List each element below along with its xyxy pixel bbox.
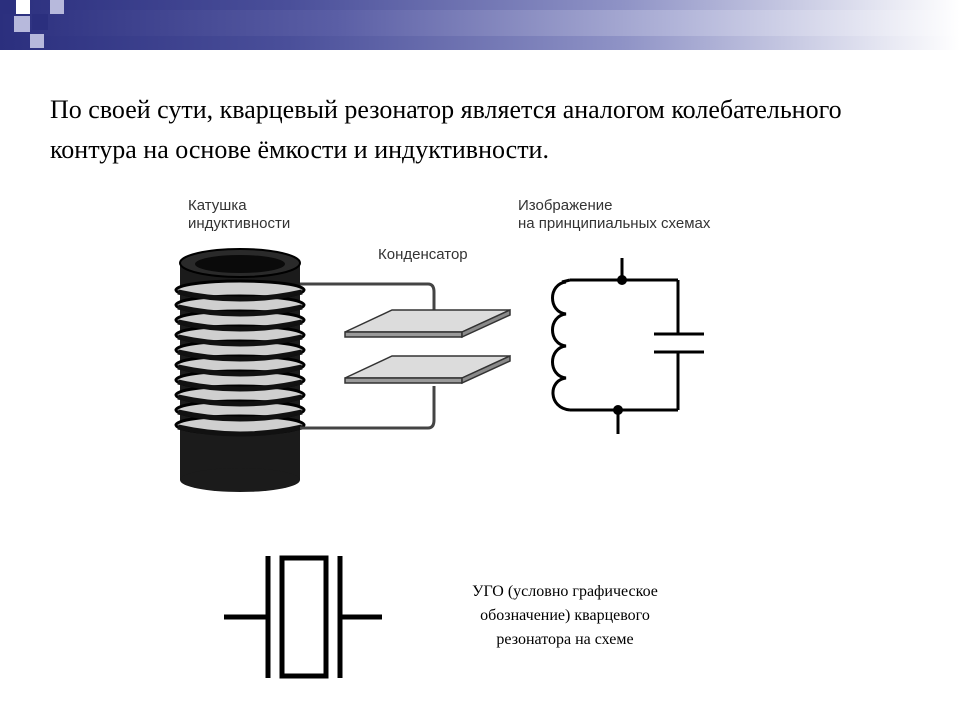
junction-dot — [613, 405, 623, 415]
slide-text: По своей сути, кварцевый резонатор является аналогом колебательного контура на основе ёмкости и индуктивности. — [50, 95, 842, 164]
ugo-caption: УГО (условно графическое обозначение) кварцевого резонатора на схеме — [472, 583, 658, 648]
capacitor-plates — [345, 310, 510, 383]
capacitor-label: Конденсатор — [378, 246, 468, 263]
schematic-label: Изображение на принципиальных схемах — [518, 197, 711, 232]
junction-dot — [617, 275, 627, 285]
quartz-resonator-symbol — [224, 556, 382, 678]
coil-label: Катушка индуктивности — [188, 197, 291, 232]
coil-illustration — [176, 249, 304, 492]
lc-schematic — [553, 258, 705, 434]
